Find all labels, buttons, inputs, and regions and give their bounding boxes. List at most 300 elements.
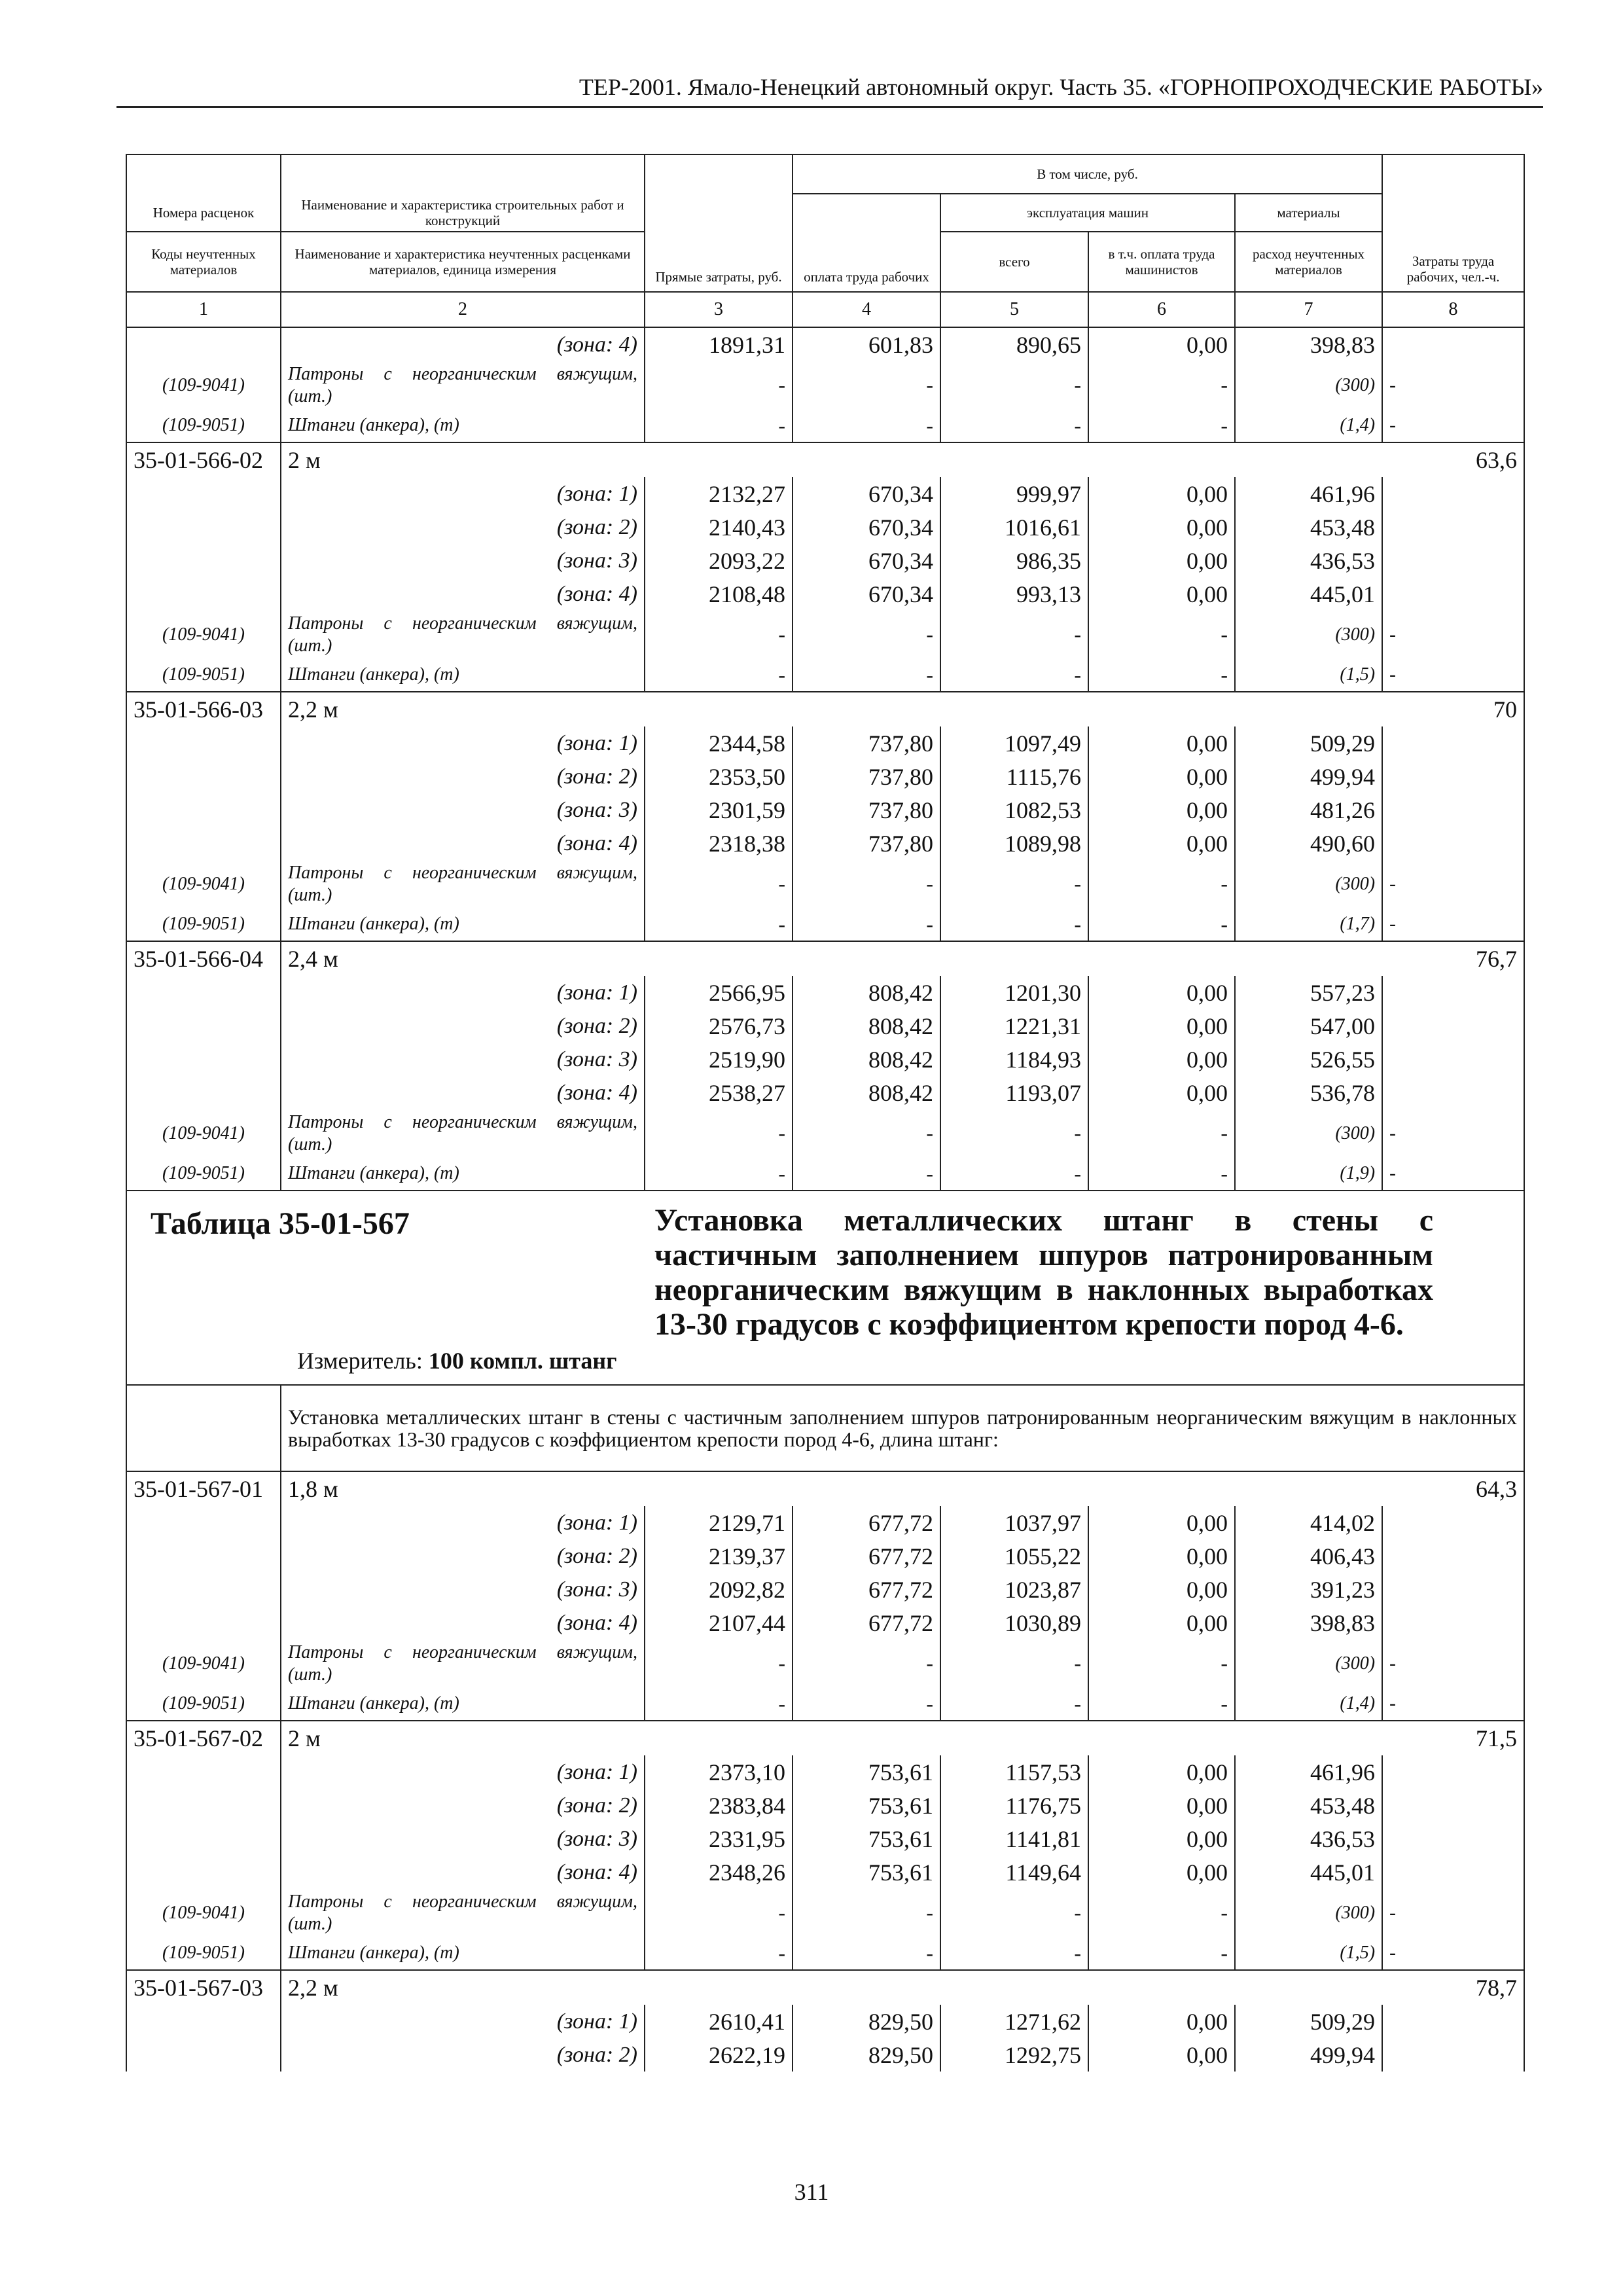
material-name: Штанги (анкера), (т) <box>281 409 645 442</box>
machinist-pay: 0,00 <box>1088 827 1235 860</box>
labor-pay: 829,50 <box>793 2005 940 2038</box>
dash: - <box>1382 611 1524 658</box>
machinist-pay: 0,00 <box>1088 1506 1235 1539</box>
machinist-pay: 0,00 <box>1088 2038 1235 2072</box>
machinist-pay: 0,00 <box>1088 793 1235 827</box>
machinist-pay: 0,00 <box>1088 2005 1235 2038</box>
zone-label: (зона: 3) <box>281 793 645 827</box>
machines-total: 1141,81 <box>940 1822 1088 1856</box>
machines-total: 986,35 <box>940 544 1088 577</box>
labor-pay: 737,80 <box>793 827 940 860</box>
rate-code: 35-01-566-04 <box>126 941 281 976</box>
materials-cost: 453,48 <box>1235 511 1382 544</box>
dash: - <box>1382 908 1524 941</box>
zone-row <box>126 1856 1524 1889</box>
material-quantity: (1,9) <box>1235 1157 1382 1191</box>
machines-total: 1037,97 <box>940 1506 1088 1539</box>
labor-hours: 63,6 <box>1382 442 1524 477</box>
machinist-pay: 0,00 <box>1088 577 1235 611</box>
zone-label: (зона: 1) <box>281 976 645 1009</box>
zone-row <box>126 976 1524 1009</box>
machinist-pay: 0,00 <box>1088 1606 1235 1640</box>
material-row <box>126 409 1524 442</box>
material-name: Штанги (анкера), (т) <box>281 908 645 941</box>
dash: - <box>793 658 940 692</box>
direct-cost: 2353,50 <box>645 760 793 793</box>
direct-cost: 2610,41 <box>645 2005 793 2038</box>
dash: - <box>645 658 793 692</box>
dash: - <box>940 1109 1088 1157</box>
material-row <box>126 908 1524 941</box>
page-number: 311 <box>794 2179 829 2205</box>
direct-cost: 2344,58 <box>645 726 793 760</box>
zone-row <box>126 577 1524 611</box>
zone-label: (зона: 1) <box>281 1755 645 1789</box>
material-quantity: (1,5) <box>1235 658 1382 692</box>
dash: - <box>1088 611 1235 658</box>
direct-cost: 2331,95 <box>645 1822 793 1856</box>
rod-length: 2 м <box>281 1721 1382 1755</box>
material-code: (109-9051) <box>126 1687 281 1721</box>
material-quantity: (1,7) <box>1235 908 1382 941</box>
direct-cost: 2129,71 <box>645 1506 793 1539</box>
labor-pay: 753,61 <box>793 1755 940 1789</box>
col-number: 6 <box>1088 292 1235 327</box>
direct-cost: 2318,38 <box>645 827 793 860</box>
col-number: 3 <box>645 292 793 327</box>
material-row <box>126 860 1524 908</box>
labor-hours: 71,5 <box>1382 1721 1524 1755</box>
materials-cost: 499,94 <box>1235 2038 1382 2072</box>
dash: - <box>645 908 793 941</box>
material-name: Штанги (анкера), (т) <box>281 1937 645 1970</box>
labor-pay: 753,61 <box>793 1856 940 1889</box>
materials-cost: 414,02 <box>1235 1506 1382 1539</box>
rod-length: 2,4 м <box>281 941 1382 976</box>
zone-row <box>126 2005 1524 2038</box>
materials-cost: 526,55 <box>1235 1043 1382 1076</box>
col1-header-top: Номера расценок <box>126 194 281 232</box>
machinist-pay: 0,00 <box>1088 1076 1235 1109</box>
dash: - <box>793 1157 940 1191</box>
materials-cost: 398,83 <box>1235 327 1382 361</box>
zone-row <box>126 511 1524 544</box>
material-code: (109-9051) <box>126 658 281 692</box>
dash: - <box>645 409 793 442</box>
machines-total: 1097,49 <box>940 726 1088 760</box>
dash: - <box>940 908 1088 941</box>
dash: - <box>645 611 793 658</box>
zone-row <box>126 2038 1524 2072</box>
dash: - <box>793 1687 940 1721</box>
dash: - <box>645 1937 793 1970</box>
rate-row <box>126 692 1524 726</box>
zone-row <box>126 1506 1524 1539</box>
measure-label: Измеритель: <box>297 1348 429 1374</box>
zone-row <box>126 1789 1524 1822</box>
dash: - <box>793 1889 940 1937</box>
zone-row <box>126 544 1524 577</box>
materials-cost: 461,96 <box>1235 1755 1382 1789</box>
zone-row <box>126 1539 1524 1573</box>
labor-pay: 753,61 <box>793 1822 940 1856</box>
direct-cost: 1891,31 <box>645 327 793 361</box>
group-materials-header: материалы <box>1235 194 1382 232</box>
material-code: (109-9041) <box>126 1640 281 1687</box>
dash: - <box>645 860 793 908</box>
direct-cost: 2373,10 <box>645 1755 793 1789</box>
works-description: Установка металлических штанг в стены с частичным заполнением шпуров патронированным неорганическим вяжущим в наклонных выработках 13-30 градусов с коэффициентом крепости пород 4-6, длина штанг: <box>281 1385 1524 1471</box>
materials-cost: 481,26 <box>1235 793 1382 827</box>
zone-label: (зона: 2) <box>281 2038 645 2072</box>
material-code: (109-9051) <box>126 409 281 442</box>
materials-cost: 391,23 <box>1235 1573 1382 1606</box>
labor-pay: 808,42 <box>793 1009 940 1043</box>
material-name: Штанги (анкера), (т) <box>281 1687 645 1721</box>
dash: - <box>645 361 793 409</box>
direct-cost: 2092,82 <box>645 1573 793 1606</box>
dash: - <box>1088 1640 1235 1687</box>
zone-label: (зона: 4) <box>281 577 645 611</box>
zone-row <box>126 1076 1524 1109</box>
zone-row <box>126 1043 1524 1076</box>
dash: - <box>940 1687 1088 1721</box>
dash: - <box>1382 860 1524 908</box>
materials-cost: 406,43 <box>1235 1539 1382 1573</box>
material-code: (109-9041) <box>126 1109 281 1157</box>
dash: - <box>1088 409 1235 442</box>
machinist-pay: 0,00 <box>1088 1539 1235 1573</box>
machinist-pay: 0,00 <box>1088 1043 1235 1076</box>
rod-length: 2,2 м <box>281 1970 1382 2005</box>
material-code: (109-9041) <box>126 611 281 658</box>
material-name: Патроны с неорганическим вяжущим, (шт.) <box>281 1640 645 1687</box>
price-table <box>126 154 1525 2072</box>
rate-row <box>126 442 1524 477</box>
material-quantity: (300) <box>1235 1640 1382 1687</box>
dash: - <box>1382 409 1524 442</box>
direct-cost: 2519,90 <box>645 1043 793 1076</box>
rate-code: 35-01-566-03 <box>126 692 281 726</box>
materials-cost: 445,01 <box>1235 577 1382 611</box>
zone-row <box>126 1009 1524 1043</box>
direct-cost: 2132,27 <box>645 477 793 511</box>
dash: - <box>940 1937 1088 1970</box>
direct-cost: 2301,59 <box>645 793 793 827</box>
material-row <box>126 1889 1524 1937</box>
dash: - <box>940 1889 1088 1937</box>
dash: - <box>793 361 940 409</box>
zone-row <box>126 477 1524 511</box>
direct-cost: 2348,26 <box>645 1856 793 1889</box>
labor-pay: 677,72 <box>793 1573 940 1606</box>
dash: - <box>1382 1640 1524 1687</box>
zone-label: (зона: 1) <box>281 726 645 760</box>
rate-row <box>126 941 1524 976</box>
material-row <box>126 1687 1524 1721</box>
rod-length: 1,8 м <box>281 1471 1382 1506</box>
col2-header-bottom: Наименование и характеристика неучтенных расценками материалов, единица измерения <box>281 232 645 292</box>
machines-total: 1271,62 <box>940 2005 1088 2038</box>
rate-code: 35-01-567-03 <box>126 1970 281 2005</box>
col-number: 4 <box>793 292 940 327</box>
machines-total: 1292,75 <box>940 2038 1088 2072</box>
table-number: Таблица 35-01-567 <box>151 1206 410 1241</box>
col7-header: расход неучтенных материалов <box>1235 232 1382 292</box>
zone-row <box>126 1755 1524 1789</box>
dash: - <box>1088 1687 1235 1721</box>
dash: - <box>645 1889 793 1937</box>
direct-cost: 2566,95 <box>645 976 793 1009</box>
header-rule <box>116 106 1543 108</box>
machines-total: 1201,30 <box>940 976 1088 1009</box>
labor-hours: 70 <box>1382 692 1524 726</box>
material-row <box>126 361 1524 409</box>
zone-label: (зона: 2) <box>281 1789 645 1822</box>
labor-pay: 670,34 <box>793 477 940 511</box>
machines-total: 1016,61 <box>940 511 1088 544</box>
labor-pay: 601,83 <box>793 327 940 361</box>
dash: - <box>1088 860 1235 908</box>
dash: - <box>1382 1937 1524 1970</box>
zone-row <box>126 327 1524 361</box>
zone-label: (зона: 2) <box>281 511 645 544</box>
materials-cost: 536,78 <box>1235 1076 1382 1109</box>
dash: - <box>1088 1109 1235 1157</box>
materials-cost: 445,01 <box>1235 1856 1382 1889</box>
material-row <box>126 658 1524 692</box>
dash: - <box>1088 1937 1235 1970</box>
material-quantity: (300) <box>1235 860 1382 908</box>
machines-total: 1221,31 <box>940 1009 1088 1043</box>
materials-cost: 436,53 <box>1235 544 1382 577</box>
zone-label: (зона: 3) <box>281 544 645 577</box>
col-number: 5 <box>940 292 1088 327</box>
zone-row <box>126 726 1524 760</box>
col-number: 7 <box>1235 292 1382 327</box>
machinist-pay: 0,00 <box>1088 726 1235 760</box>
dash: - <box>793 611 940 658</box>
material-code: (109-9051) <box>126 908 281 941</box>
material-quantity: (300) <box>1235 361 1382 409</box>
material-code: (109-9041) <box>126 1889 281 1937</box>
direct-cost: 2383,84 <box>645 1789 793 1822</box>
direct-cost: 2576,73 <box>645 1009 793 1043</box>
dash: - <box>940 1157 1088 1191</box>
materials-cost: 490,60 <box>1235 827 1382 860</box>
materials-cost: 453,48 <box>1235 1789 1382 1822</box>
zone-label: (зона: 1) <box>281 2005 645 2038</box>
materials-cost: 547,00 <box>1235 1009 1382 1043</box>
zone-label: (зона: 1) <box>281 1506 645 1539</box>
zone-label: (зона: 2) <box>281 1539 645 1573</box>
machines-total: 999,97 <box>940 477 1088 511</box>
machines-total: 1055,22 <box>940 1539 1088 1573</box>
dash: - <box>940 860 1088 908</box>
rod-length: 2 м <box>281 442 1382 477</box>
labor-pay: 737,80 <box>793 793 940 827</box>
machines-total: 1149,64 <box>940 1856 1088 1889</box>
zone-row <box>126 1606 1524 1640</box>
zone-label: (зона: 2) <box>281 1009 645 1043</box>
material-code: (109-9041) <box>126 361 281 409</box>
machines-total: 1193,07 <box>940 1076 1088 1109</box>
material-name: Патроны с неорганическим вяжущим, (шт.) <box>281 611 645 658</box>
col6-header: в т.ч. оплата труда машинистов <box>1088 232 1235 292</box>
zone-label: (зона: 4) <box>281 1076 645 1109</box>
col4-header: оплата труда рабочих <box>793 194 940 292</box>
labor-pay: 677,72 <box>793 1506 940 1539</box>
zone-label: (зона: 4) <box>281 1606 645 1640</box>
measure-unit <box>297 1347 617 1374</box>
direct-cost: 2139,37 <box>645 1539 793 1573</box>
material-quantity: (1,4) <box>1235 409 1382 442</box>
dash: - <box>793 1937 940 1970</box>
labor-pay: 670,34 <box>793 544 940 577</box>
dash: - <box>1382 1109 1524 1157</box>
material-quantity: (1,4) <box>1235 1687 1382 1721</box>
dash: - <box>940 361 1088 409</box>
dash: - <box>1382 1157 1524 1191</box>
materials-cost: 461,96 <box>1235 477 1382 511</box>
direct-cost: 2107,44 <box>645 1606 793 1640</box>
zone-label: (зона: 3) <box>281 1822 645 1856</box>
col5-header: всего <box>940 232 1088 292</box>
machinist-pay: 0,00 <box>1088 1856 1235 1889</box>
col1-header-bottom: Коды неучтенных материалов <box>126 232 281 292</box>
table-title: Установка металлических штанг в стены с частичным заполнением шпуров патронированным неорганическим вяжущим в наклонных выработках 13-30 градусов с коэффициентом крепости пород 4-6. <box>654 1203 1433 1342</box>
dash: - <box>793 908 940 941</box>
labor-pay: 670,34 <box>793 511 940 544</box>
labor-pay: 808,42 <box>793 1076 940 1109</box>
rate-row <box>126 1970 1524 2005</box>
zone-label: (зона: 4) <box>281 1856 645 1889</box>
zone-row <box>126 793 1524 827</box>
machinist-pay: 0,00 <box>1088 1789 1235 1822</box>
material-quantity: (1,5) <box>1235 1937 1382 1970</box>
material-code: (109-9041) <box>126 860 281 908</box>
zone-label: (зона: 3) <box>281 1043 645 1076</box>
labor-pay: 808,42 <box>793 1043 940 1076</box>
labor-pay: 677,72 <box>793 1606 940 1640</box>
col3-header: Прямые затраты, руб. <box>645 154 793 292</box>
machinist-pay: 0,00 <box>1088 1822 1235 1856</box>
dash: - <box>1088 1157 1235 1191</box>
material-code: (109-9051) <box>126 1937 281 1970</box>
dash: - <box>940 409 1088 442</box>
material-row <box>126 1640 1524 1687</box>
material-code: (109-9051) <box>126 1157 281 1191</box>
rate-code: 35-01-566-02 <box>126 442 281 477</box>
running-header: ТЕР-2001. Ямало-Ненецкий автономный округ. Часть 35. «ГОРНОПРОХОДЧЕСКИЕ РАБОТЫ» <box>579 74 1543 100</box>
material-name: Патроны с неорганическим вяжущим, (шт.) <box>281 1889 645 1937</box>
materials-cost: 509,29 <box>1235 2005 1382 2038</box>
material-name: Патроны с неорганическим вяжущим, (шт.) <box>281 860 645 908</box>
dash: - <box>1382 1889 1524 1937</box>
dash: - <box>1088 1889 1235 1937</box>
zone-row <box>126 1573 1524 1606</box>
measure-value: 100 компл. штанг <box>428 1348 617 1374</box>
rate-row <box>126 1471 1524 1506</box>
material-row <box>126 611 1524 658</box>
machinist-pay: 0,00 <box>1088 544 1235 577</box>
dash: - <box>645 1109 793 1157</box>
direct-cost: 2622,19 <box>645 2038 793 2072</box>
zone-label: (зона: 3) <box>281 1573 645 1606</box>
machines-total: 1089,98 <box>940 827 1088 860</box>
machines-total: 1030,89 <box>940 1606 1088 1640</box>
labor-hours: 76,7 <box>1382 941 1524 976</box>
machinist-pay: 0,00 <box>1088 511 1235 544</box>
machines-total: 1176,75 <box>940 1789 1088 1822</box>
dash: - <box>645 1157 793 1191</box>
col-number: 2 <box>281 292 645 327</box>
direct-cost: 2108,48 <box>645 577 793 611</box>
dash: - <box>940 611 1088 658</box>
dash: - <box>1088 908 1235 941</box>
dash: - <box>793 1640 940 1687</box>
machinist-pay: 0,00 <box>1088 976 1235 1009</box>
col8-header: Затраты труда рабочих, чел.-ч. <box>1382 154 1524 292</box>
material-row <box>126 1109 1524 1157</box>
dash: - <box>1382 1687 1524 1721</box>
zone-row <box>126 827 1524 860</box>
dash: - <box>793 1109 940 1157</box>
machines-total: 993,13 <box>940 577 1088 611</box>
material-quantity: (300) <box>1235 1889 1382 1937</box>
group-including-header: В том числе, руб. <box>793 154 1382 194</box>
material-row <box>126 1157 1524 1191</box>
materials-cost: 499,94 <box>1235 760 1382 793</box>
machinist-pay: 0,00 <box>1088 1573 1235 1606</box>
zone-label: (зона: 4) <box>281 327 645 361</box>
dash: - <box>1382 658 1524 692</box>
machines-total: 1115,76 <box>940 760 1088 793</box>
materials-cost: 557,23 <box>1235 976 1382 1009</box>
material-name: Штанги (анкера), (т) <box>281 1157 645 1191</box>
machines-total: 1184,93 <box>940 1043 1088 1076</box>
zone-label: (зона: 1) <box>281 477 645 511</box>
machines-total: 890,65 <box>940 327 1088 361</box>
direct-cost: 2093,22 <box>645 544 793 577</box>
materials-cost: 509,29 <box>1235 726 1382 760</box>
dash: - <box>645 1687 793 1721</box>
direct-cost: 2538,27 <box>645 1076 793 1109</box>
labor-pay: 677,72 <box>793 1539 940 1573</box>
labor-pay: 808,42 <box>793 976 940 1009</box>
material-quantity: (300) <box>1235 1109 1382 1157</box>
material-row <box>126 1937 1524 1970</box>
rate-row <box>126 1721 1524 1755</box>
labor-pay: 753,61 <box>793 1789 940 1822</box>
materials-cost: 398,83 <box>1235 1606 1382 1640</box>
material-name: Патроны с неорганическим вяжущим, (шт.) <box>281 361 645 409</box>
direct-cost: 2140,43 <box>645 511 793 544</box>
zone-label: (зона: 2) <box>281 760 645 793</box>
dash: - <box>793 409 940 442</box>
dash: - <box>1088 361 1235 409</box>
machines-total: 1157,53 <box>940 1755 1088 1789</box>
table-heading-row <box>126 1191 1524 1385</box>
zone-row <box>126 760 1524 793</box>
dash: - <box>940 658 1088 692</box>
col2-header-top: Наименование и характеристика строительных работ и конструкций <box>281 194 645 232</box>
machinist-pay: 0,00 <box>1088 327 1235 361</box>
description-row <box>126 1385 1524 1471</box>
dash: - <box>1382 361 1524 409</box>
dash: - <box>1088 658 1235 692</box>
dash: - <box>645 1640 793 1687</box>
